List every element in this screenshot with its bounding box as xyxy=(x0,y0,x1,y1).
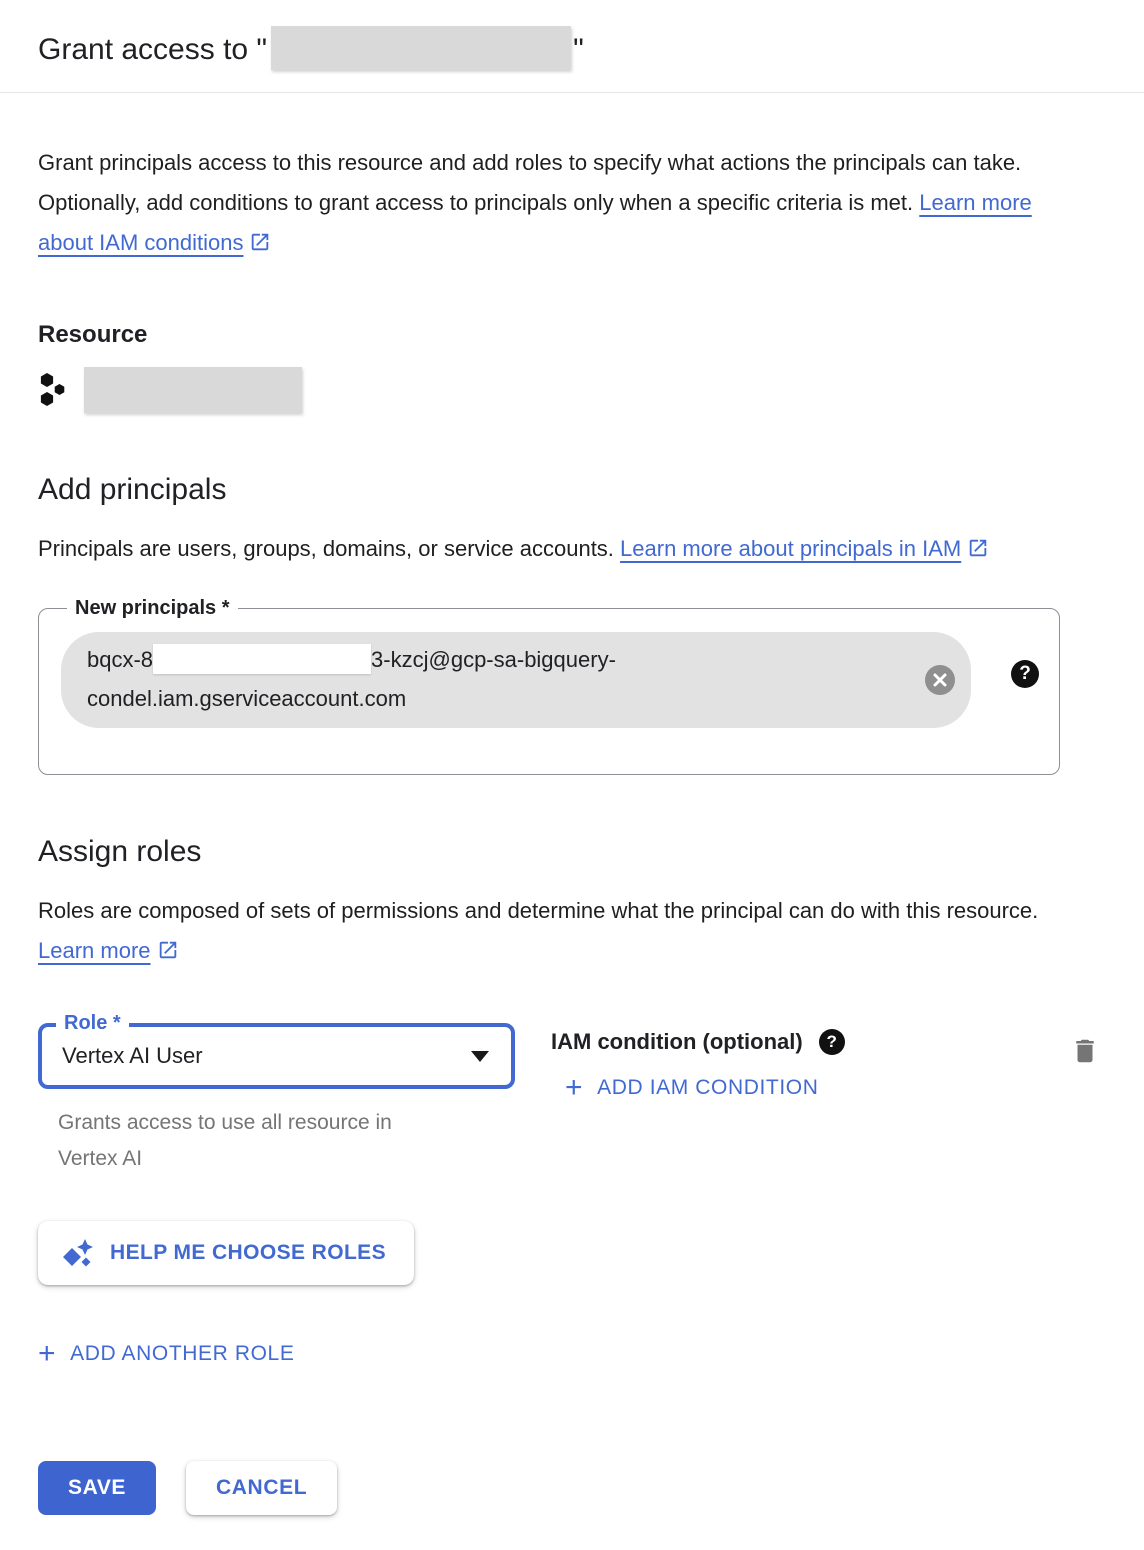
role-select-value: Vertex AI User xyxy=(62,1043,203,1068)
iam-condition-label: IAM condition (optional) xyxy=(551,1029,803,1054)
resource-name-redaction xyxy=(271,26,571,70)
role-select[interactable] xyxy=(38,1012,515,1089)
plus-icon: + xyxy=(38,1337,57,1370)
delete-role-button[interactable] xyxy=(1070,1023,1106,1072)
principal-help-icon[interactable]: ? xyxy=(1011,660,1039,688)
add-iam-condition-button[interactable] xyxy=(565,1071,845,1104)
add-principals-heading: Add principals xyxy=(38,473,227,506)
role-select-label: Role * xyxy=(56,1011,129,1035)
add-another-role-button[interactable] xyxy=(38,1337,1106,1370)
new-principals-label: New principals * xyxy=(75,597,230,619)
principal-email-line1: 3-kzcj@gcp-sa-bigquery- xyxy=(371,647,616,672)
dialog-header xyxy=(0,0,1144,93)
add-iam-condition-label: ADD IAM CONDITION xyxy=(597,1076,819,1099)
page-title xyxy=(38,26,1106,76)
resource-hexagons-icon xyxy=(38,369,68,411)
sparkle-icon xyxy=(62,1237,94,1269)
external-link-icon xyxy=(249,231,271,253)
new-principals-field[interactable] xyxy=(38,597,1060,775)
assign-roles-paragraph xyxy=(38,891,1050,971)
help-me-choose-roles-button[interactable] xyxy=(38,1221,414,1285)
principal-chip[interactable] xyxy=(61,632,971,728)
resource-heading: Resource xyxy=(38,321,148,348)
help-me-choose-roles-label: HELP ME CHOOSE ROLES xyxy=(110,1241,386,1264)
new-principals-inner xyxy=(61,632,1039,728)
remove-principal-button[interactable] xyxy=(925,665,955,695)
dialog-body xyxy=(0,143,1144,1515)
principals-iam-link[interactable] xyxy=(620,536,989,561)
footer-actions xyxy=(38,1461,1106,1515)
page-title-prefix: Grant access to " xyxy=(38,32,268,66)
iam-condition-help-icon[interactable]: ? xyxy=(819,1029,845,1055)
plus-icon: + xyxy=(565,1071,584,1104)
add-principals-text: Principals are users, groups, domains, or service accounts. xyxy=(38,536,621,561)
roles-learn-more-label: Learn more xyxy=(38,938,151,963)
page-title-suffix: " xyxy=(573,32,584,66)
external-link-icon xyxy=(967,537,989,559)
intro-paragraph xyxy=(38,143,1050,263)
assign-roles-heading: Assign roles xyxy=(38,835,202,868)
trash-icon xyxy=(1070,1035,1100,1067)
resource-value-redaction xyxy=(84,367,302,413)
assign-roles-text: Roles are composed of sets of permissions and determine what the principal can do with this resource. xyxy=(38,898,1039,923)
add-another-role-label: ADD ANOTHER ROLE xyxy=(70,1342,295,1365)
iam-conditions-link-label: Learn more about IAM conditions xyxy=(38,190,1032,255)
intro-text: Grant principals access to this resource and add roles to specify what actions the principals can take. Optionally, add conditions to grant access to principals only when a specific criteria is met. xyxy=(38,150,1022,215)
principal-email-prefix: bqcx-8 xyxy=(87,647,154,672)
roles-learn-more-link[interactable] xyxy=(38,938,179,963)
save-button[interactable]: SAVE xyxy=(38,1461,156,1515)
iam-condition-column xyxy=(551,1023,845,1104)
external-link-icon xyxy=(157,939,179,961)
add-principals-paragraph xyxy=(38,529,1050,569)
principal-email-redaction xyxy=(153,644,371,674)
close-icon xyxy=(933,673,947,687)
role-column xyxy=(38,1012,515,1177)
role-helper-text: Grants access to use all resource in Vertex AI xyxy=(58,1111,392,1170)
principals-iam-link-label: Learn more about principals in IAM xyxy=(620,536,962,561)
principal-email-line2: condel.iam.gserviceaccount.com xyxy=(87,686,407,711)
chevron-down-icon xyxy=(471,1051,489,1062)
iam-condition-label-row xyxy=(551,1029,845,1055)
resource-row xyxy=(38,367,1106,413)
cancel-button[interactable]: CANCEL xyxy=(186,1461,337,1515)
role-assignment-row xyxy=(38,1012,1106,1177)
